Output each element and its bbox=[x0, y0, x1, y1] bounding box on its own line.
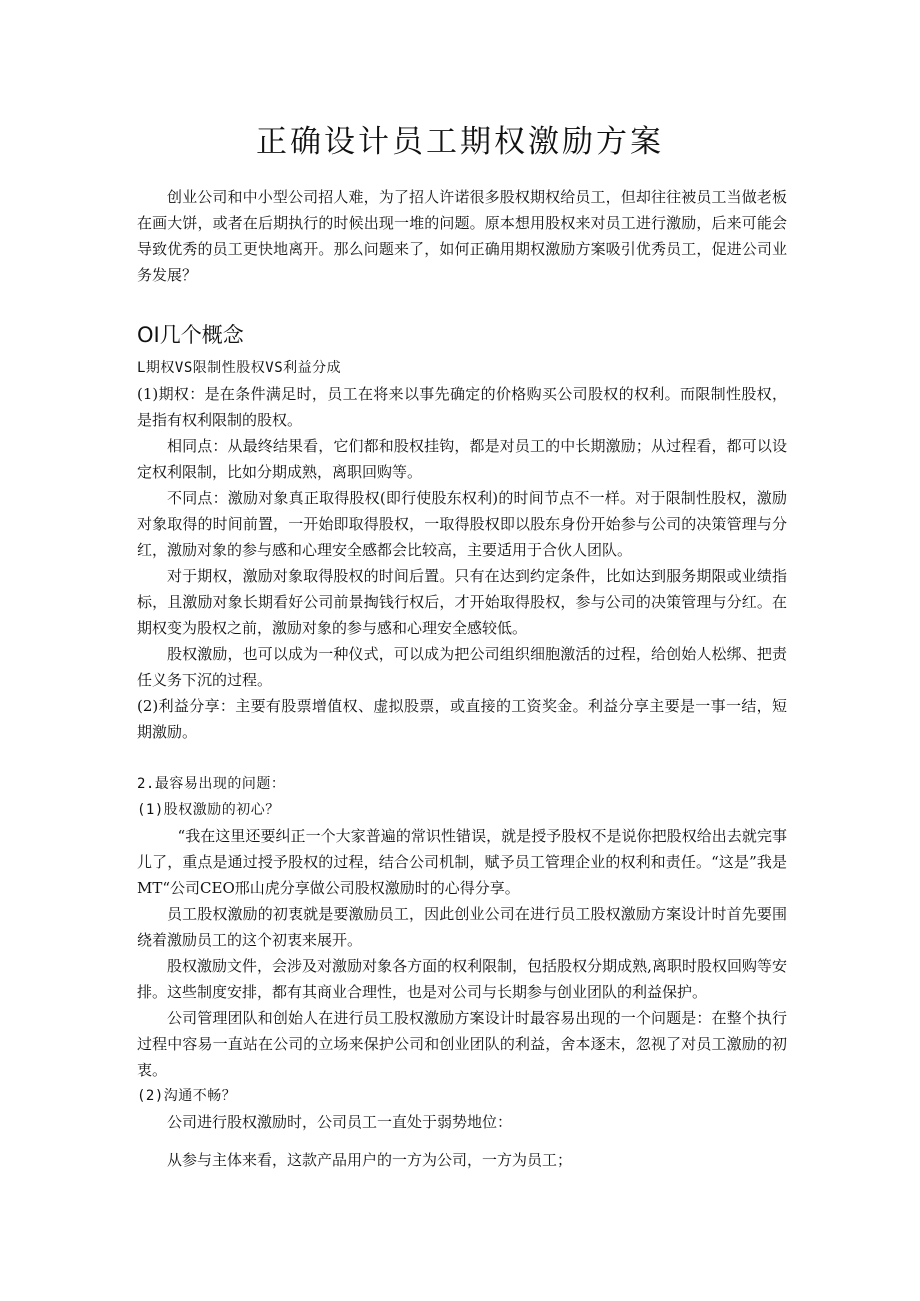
subheading-communication: (2)沟通不畅？ bbox=[137, 1088, 237, 1104]
paragraph-similarities: 相同点：从最终结果看，它们都和股权挂钩，都是对员工的中长期激励；从过程看，都可以设定权利限制，比如分期成熟，离职回购等。 bbox=[137, 437, 787, 481]
subheading-options-vs-restricted: L期权VS限制性股权VS利益分成 bbox=[137, 360, 342, 376]
paragraph-ritual: 股权激励，也可以成为一种仪式，可以成为把公司组织细胞激活的过程，给创始人松绑、把责任义务下沉的过程。 bbox=[137, 645, 787, 689]
spacer bbox=[137, 745, 787, 771]
subheading-original-intent: (1)股权激励的初心？ bbox=[137, 802, 280, 818]
intro-block bbox=[137, 184, 787, 288]
intro-paragraph: 创业公司和中小型公司招人难，为了招人许诺很多股权期权给员工，但却往往被员工当做老板在画大饼，或者在后期执行的时候出现一堆的问题。原本想用股权来对员工进行激励，后来可能会导致优秀的员工更快地离开。那么问题来了，如何正确用期权激励方案吸引优秀员工，促进公司业务发展？ bbox=[137, 188, 787, 284]
paragraph-restrictions: 股权激励文件，会涉及对激励对象各方面的权利限制，包括股权分期成熟,离职时股权回购等安排。这些制度安排，都有其商业合理性，也是对公司与长期参与创业团队的利益保护。 bbox=[137, 957, 787, 1001]
spacer bbox=[137, 1135, 787, 1147]
paragraph-options-definition: (1)期权：是在条件满足时，员工在将来以事先确定的价格购买公司股权的权利。而限制性股权，是指有权利限制的股权。 bbox=[137, 385, 787, 429]
subheading-common-problems: 2.最容易出现的问题： bbox=[137, 776, 286, 792]
paragraph-management-problem: 公司管理团队和创始人在进行员工股权激励方案设计时最容易出现的一个问题是：在整个执行过程中容易一直站在公司的立场来保护公司和创业团队的利益，舍本逐末，忽视了对员工激励的初衷。 bbox=[137, 1009, 787, 1079]
paragraph-profit-sharing: (2)利益分享：主要有股票增值权、虚拟股票，或直接的工资奖金。利益分享主要是一事一结，短期激励。 bbox=[137, 697, 787, 741]
section-heading-concepts: OI几个概念 bbox=[137, 323, 244, 347]
paragraph-weak-position: 公司进行股权激励时，公司员工一直处于弱势地位： bbox=[167, 1113, 513, 1131]
document-title: 正确设计员工期权激励方案 bbox=[256, 124, 664, 160]
paragraph-participants: 从参与主体来看，这款产品用户的一方为公司，一方为员工； bbox=[167, 1151, 573, 1169]
section-body bbox=[137, 355, 787, 1173]
paragraph-differences: 不同点：激励对象真正取得股权(即行使股东权利)的时间节点不一样。对于限制性股权，激励对象取得的时间前置，一开始即取得股权，一取得股权即以股东身份开始参与公司的决策管理与分红，激励对象的参与感和心理安全感都会比较高，主要适用于合伙人团队。 bbox=[137, 489, 787, 559]
paragraph-quote: “我在这里还要纠正一个大家普遍的常识性错误，就是授予股权不是说你把股权给出去就完事儿了，重点是通过授予股权的过程，结合公司机制，赋予员工管理企业的权利和责任。“这是”我是MT“公司CEO邢山虎分享做公司股权激励时的心得分享。 bbox=[137, 827, 787, 897]
paragraph-options-timing: 对于期权，激励对象取得股权的时间后置。只有在达到约定条件，比如达到服务期限或业绩指标，且激励对象长期看好公司前景掏钱行权后，才开始取得股权，参与公司的决策管理与分红。在期权变为股权之前，激励对象的参与感和心理安全感较低。 bbox=[137, 567, 787, 637]
paragraph-intent: 员工股权激励的初衷就是要激励员工，因此创业公司在进行员工股权激励方案设计时首先要围绕着激励员工的这个初衷来展开。 bbox=[137, 905, 787, 949]
